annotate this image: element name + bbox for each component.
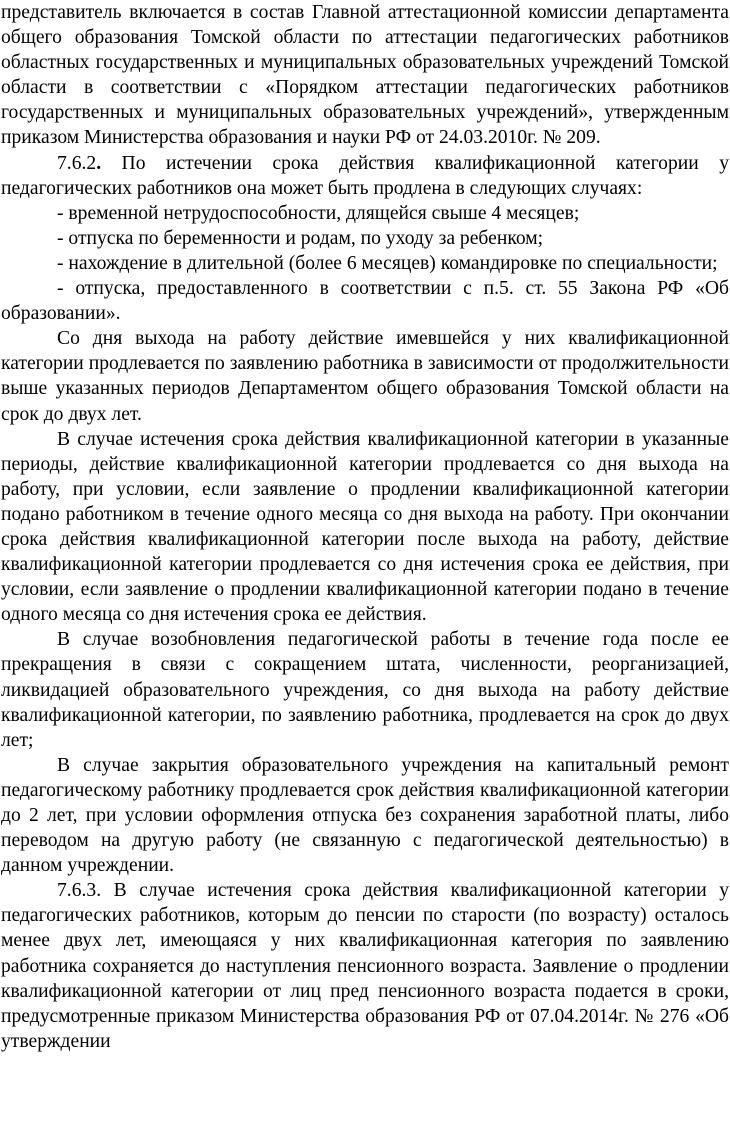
- list-item: - временной нетрудоспособности, длящейся свыше 4 месяцев;: [57, 202, 580, 224]
- paragraph-return-to-work: Со дня выхода на работу действие имевшейся у них квалификационной категории продлевается по заявлению работника в зависимости от продолжительности выше указанных периодов Департаментом общего образования Томской области на срок до двух лет.: [1, 328, 729, 425]
- paragraph-resumption: В случае возобновления педагогической работы в течение года после ее прекращения в связи с сокращением штата, численности, реорганизацией, ликвидацией образовательного учреждения, со дня выхода на работу действие квалификационной категории, по заявлению работника, продлевается на срок до двух лет;: [1, 629, 729, 751]
- paragraph-expiry-during-periods: В случае истечения срока действия квалификационной категории в указанные периоды, действие квалификационной категории продлевается со дня выхода на работу, при условии, если заявление о продлении квалификационной категории подано работником в течение одного месяца со дня выхода на работу. При окончании срока действия квалификационной категории после выхода на работу, действие квалификационной категории продлевается со дня истечения срока ее действия, при условии, если заявление о продлении квалификационной категории подано в течение одного месяца со дня истечения срока ее действия.: [1, 428, 729, 626]
- list-item: - отпуска по беременности и родам, по уходу за ребенком;: [57, 227, 544, 249]
- paragraph-7-6-3: 7.6.3. В случае истечения срока действия квалификационной категории у педагогических работников, которым до пенсии по старости (по возрасту) осталось менее двух лет, имеющаяся у них квалификационная категория по заявлению работника сохраняется до наступления пенсионного возраста. Заявление о продлении квалификационной категории от лиц пред пенсионного возраста подается в сроки, предусмотренные приказом Министерства образования РФ от 07.04.2014г. № 276 «Об утверждении: [1, 880, 729, 1052]
- paragraph-closure: В случае закрытия образовательного учреждения на капитальный ремонт педагогическому работнику продлевается срок действия квалификационной категории до 2 лет, при условии оформления отпуска без сохранения заработной платы, либо переводом на другую работу (не связанную с педагогической деятельностью) в данном учреждении.: [1, 754, 729, 877]
- paragraph-7-6-2: [1, 151, 729, 201]
- section-number: 7.6.2: [57, 152, 97, 174]
- paragraph-commission: представитель включается в состав Главной аттестационной комиссии департамента общего образования Томской области по аттестации педагогических работников областных государственных и муниципальных образовательных учреждений Томской области в соответствии с «Порядком аттестации педагогических работников государственных и муниципальных образовательных учреждений», утвержденным приказом Министерства образования и науки РФ от 24.03.2010г. № 209.: [1, 2, 729, 149]
- list-item: - отпуска, предоставленного в соответствии с п.5. ст. 55 Закона РФ «Об образовании».: [1, 278, 729, 325]
- section-number-dot: .: [96, 152, 102, 174]
- paragraph-7-6-2-text: По истечении срока действия квалификационной категории у педагогических работников она может быть продлена в следующих случаях:: [1, 152, 729, 199]
- list-item: - нахождение в длительной (более 6 месяцев) командировке по специальности;: [57, 252, 718, 274]
